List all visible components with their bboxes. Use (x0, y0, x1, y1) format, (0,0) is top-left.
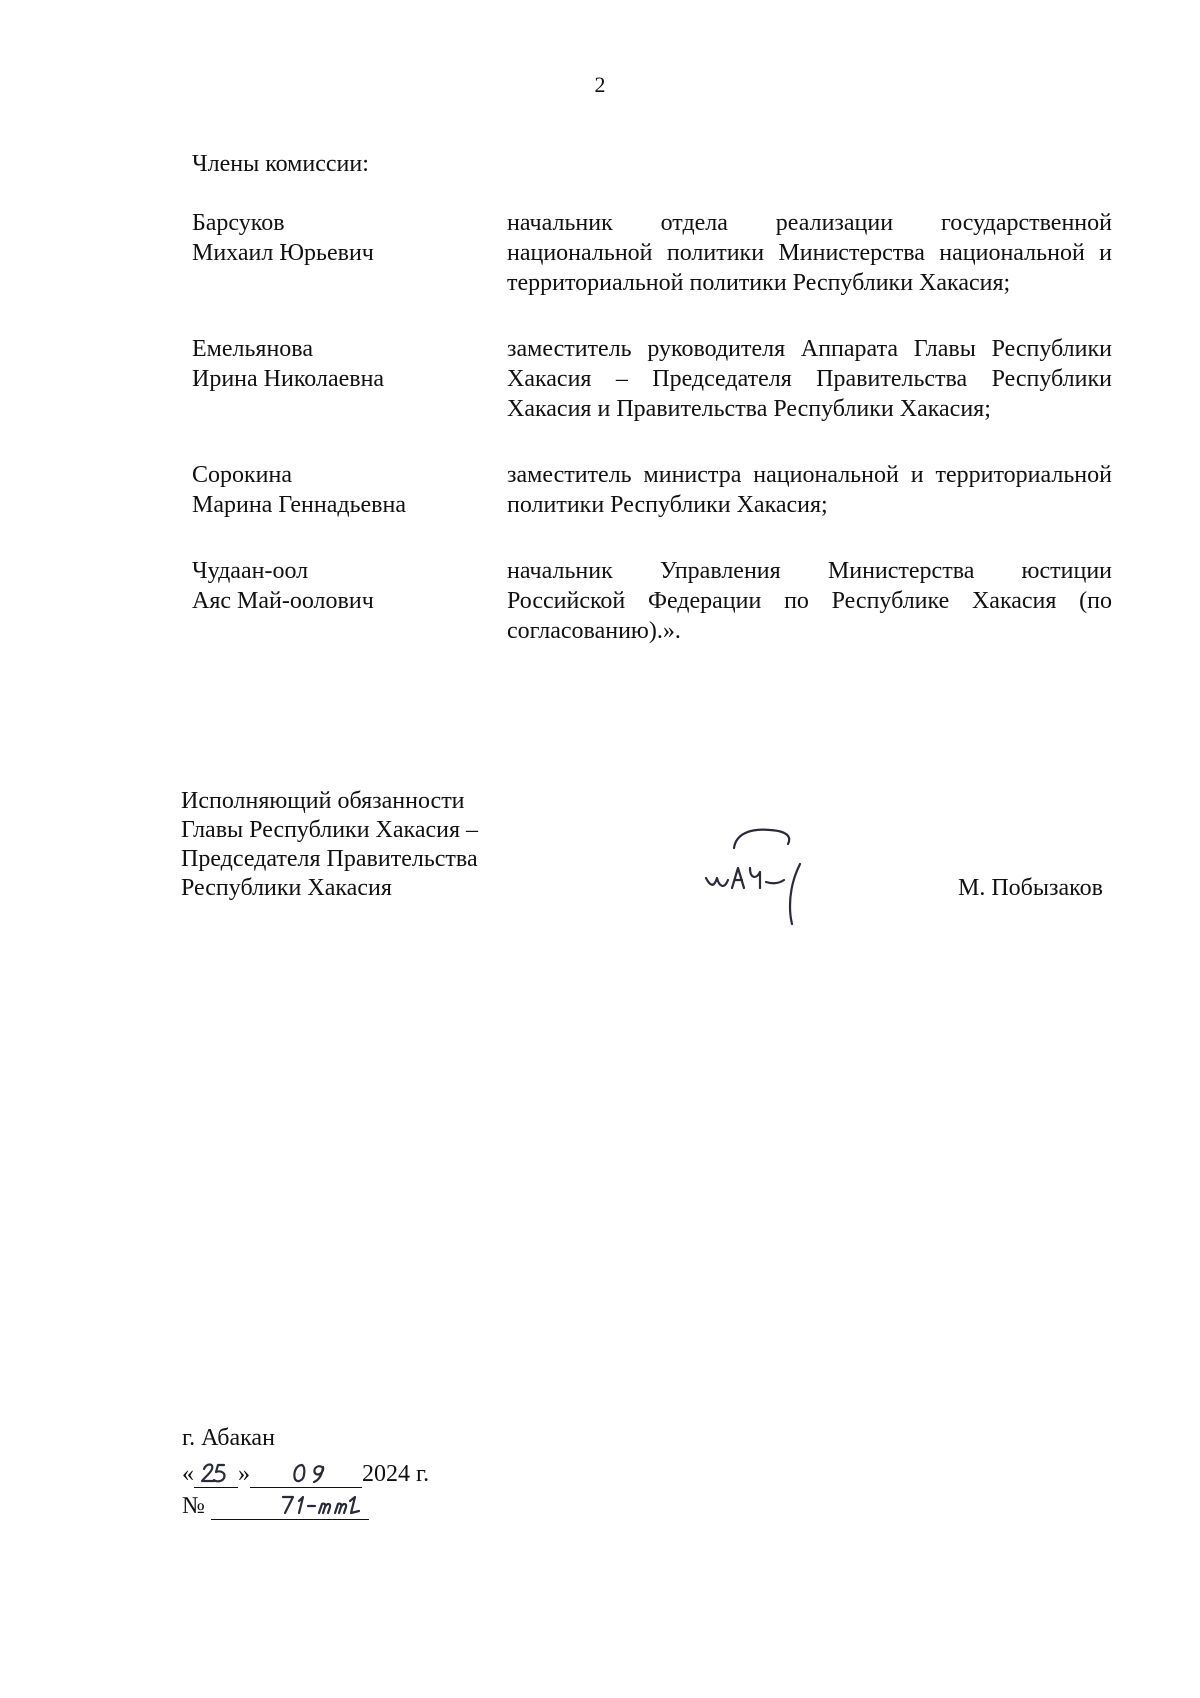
document-number-handwritten (211, 1493, 369, 1520)
page-number: 2 (594, 72, 606, 97)
member-title: заместитель министра национальной и территориальной политики Республики Хакасия; (507, 462, 1112, 518)
member-name (192, 334, 507, 394)
member-surname: Барсуков (192, 210, 285, 236)
members-list (192, 208, 1112, 682)
signatory-position-line: Исполняющий обязанности (181, 788, 465, 814)
document-number-line (182, 1488, 369, 1520)
member-given-names: Аяс Май-оолович (192, 588, 374, 614)
number-label: № (182, 1493, 205, 1519)
signatory-position (181, 787, 478, 903)
signatory-name: М. Побызаков (958, 875, 1103, 901)
date-open-quote: « (182, 1461, 194, 1487)
member-given-names: Ирина Николаевна (192, 366, 385, 392)
member-entry (192, 208, 1112, 298)
member-surname: Сорокина (192, 462, 293, 488)
member-name (192, 460, 507, 520)
member-surname: Чудаан-оол (192, 558, 309, 584)
member-entry (192, 460, 1112, 520)
signatory-position-line: Республики Хакасия (181, 875, 392, 901)
member-title: начальник Управления Министерства юстиции Российской Федерации по Республике Хакасия (по согласованию).». (507, 558, 1112, 644)
place-of-signing: г. Абакан (182, 1425, 275, 1451)
member-given-names: Михаил Юрьевич (192, 240, 374, 266)
signatory-position-line: Председателя Правительства (181, 846, 478, 872)
date-line (182, 1456, 429, 1488)
signatory-position-line: Главы Республики Хакасия – (181, 817, 479, 843)
member-entry (192, 556, 1112, 646)
handwritten-signature (700, 810, 830, 930)
date-close-quote: » (238, 1461, 250, 1487)
member-surname: Емельянова (192, 336, 313, 362)
date-day-handwritten (194, 1461, 238, 1488)
member-title: начальник отдела реализации государственной национальной политики Министерства национальной и территориальной политики Республики Хакасия; (507, 210, 1112, 296)
member-given-names: Марина Геннадьевна (192, 492, 407, 518)
member-entry (192, 334, 1112, 424)
member-title: заместитель руководителя Аппарата Главы Республики Хакасия – Председателя Правительства Республики Хакасия и Правительства Республики Хакасия; (507, 336, 1112, 422)
date-month-handwritten (250, 1461, 362, 1488)
member-name (192, 208, 507, 268)
date-year: 2024 г. (362, 1461, 430, 1487)
member-name (192, 556, 507, 616)
commission-members-heading: Члены комиссии: (192, 151, 369, 177)
